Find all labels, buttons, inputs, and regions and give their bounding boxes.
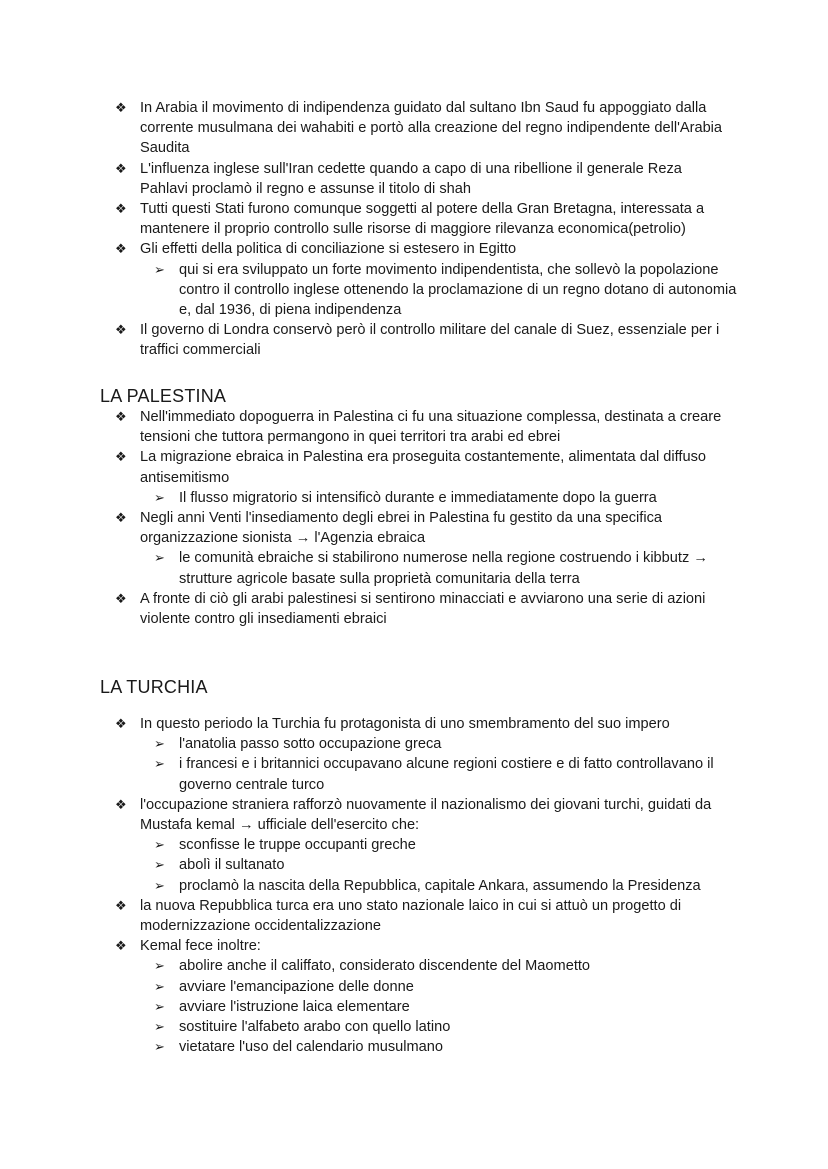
diamond-bullet-icon: ❖ xyxy=(115,201,127,217)
arrow-bullet-icon: ➢ xyxy=(154,877,165,893)
arrow-bullet-icon: ➢ xyxy=(154,978,165,994)
diamond-bullet-icon: ❖ xyxy=(115,510,127,526)
diamond-bullet-icon: ❖ xyxy=(115,241,127,257)
diamond-bullet-icon: ❖ xyxy=(115,449,127,465)
list-item: ❖ la nuova Repubblica turca era uno stato nazionale laico in cui si attuò un progetto di modernizzazione occidentalizzazione xyxy=(115,897,682,935)
arrow-bullet-icon: ➢ xyxy=(154,1019,165,1035)
diamond-bullet-icon: ❖ xyxy=(115,897,127,913)
diamond-bullet-icon: ❖ xyxy=(115,160,127,176)
list-item: ❖ Nell'immediato dopoguerra in Palestina ci fu una situazione complessa, destinata a creare tensioni che tuttora permangono in quei territori tra arabi ed ebrei xyxy=(115,409,722,446)
diamond-bullet-icon: ❖ xyxy=(115,322,127,338)
diamond-bullet-icon: ❖ xyxy=(115,590,127,606)
sub-list-item: ➢ Il flusso migratorio si intensificò durante e immediatamente dopo la guerra xyxy=(0,488,739,508)
sub-list-item: ➢ avviare l'emancipazione delle donne xyxy=(0,977,739,997)
list-item: ❖ Il governo di Londra conservò però il controllo militare del canale di Suez, essenziale per i traffici commerciali xyxy=(115,322,720,359)
sub-list-item: ➢ proclamò la nascita della Repubblica, capitale Ankara, assumendo la Presidenza xyxy=(0,876,759,896)
intro-list xyxy=(0,98,828,361)
arrow-bullet-icon: ➢ xyxy=(154,857,165,873)
arrow-bullet-icon: ➢ xyxy=(154,550,165,566)
list-item: ❖ Kemal fece inoltre: xyxy=(0,936,730,956)
list-item: ❖ A fronte di ciò gli arabi palestinesi si sentirono minacciati e avviarono una serie di azioni violente contro gli insediamenti ebraici xyxy=(115,590,706,628)
sub-list-item: ➢ avviare l'istruzione laica elementare xyxy=(0,997,739,1017)
diamond-bullet-icon: ❖ xyxy=(115,100,127,115)
sub-list-item: ➢ sconfisse le truppe occupanti greche xyxy=(0,835,739,855)
arrow-bullet-icon: ➢ xyxy=(154,958,165,974)
arrow-bullet-icon: ➢ xyxy=(154,736,165,752)
list-item: ❖ In Arabia il movimento di indipendenza guidato dal sultano Ibn Saud fu appoggiato dalla corrente musulmana dei wahabiti e portò alla creazione del regno indipendente dell'Arabia Saudita xyxy=(115,100,723,157)
list-item: ❖ Gli effetti della politica di conciliazione si estesero in Egitto xyxy=(0,239,730,259)
palestina-list xyxy=(0,407,828,629)
sub-list-item: ➢ abolì il sultanato xyxy=(0,855,739,875)
arrow-bullet-icon: ➢ xyxy=(154,998,165,1014)
list-item: ❖ La migrazione ebraica in Palestina era proseguita costantemente, alimentata dal diffuso antisemitismo xyxy=(115,449,706,486)
section-heading-palestina: LA PALESTINA xyxy=(100,386,227,406)
arrow-bullet-icon: ➢ xyxy=(154,756,165,772)
arrow-bullet-icon: ➢ xyxy=(154,1039,165,1055)
arrow-bullet-icon: ➢ xyxy=(154,261,165,277)
sub-list-item: ➢ qui si era sviluppato un forte movimento indipendentista, che sollevò la popolazione contro il controllo inglese ottenendo la proclamazione di un regno dotano di autonomia e, dal 1936, di piena indipendenza xyxy=(154,261,737,319)
list-item: ❖ Negli anni Venti l'insediamento degli ebrei in Palestina fu gestito da una specifica organizzazione sionista → l'Agenzia ebraica xyxy=(115,510,663,547)
sub-list-item: ➢ le comunità ebraiche si stabilirono numerose nella regione costruendo i kibbutz → strutture agricole basate sulla proprietà comunitaria della terra xyxy=(154,550,708,587)
section-heading-turchia: LA TURCHIA xyxy=(100,677,208,697)
list-item: ❖ L'influenza inglese sull'Iran cedette quando a capo di una ribellione il generale Reza Pahlavi proclamò il regno e assunse il titolo di shah xyxy=(115,160,682,197)
diamond-bullet-icon: ❖ xyxy=(115,409,127,424)
diamond-bullet-icon: ❖ xyxy=(115,716,127,731)
diamond-bullet-icon: ❖ xyxy=(115,796,127,812)
list-item: ❖ Tutti questi Stati furono comunque soggetti al potere della Gran Bretagna, interessata a mantenere il proprio controllo sulle risorse di maggiore rilevanza economica(petrolio) xyxy=(115,201,705,238)
sub-list-item: ➢ abolire anche il califfato, considerato discendente del Maometto xyxy=(0,956,739,976)
diamond-bullet-icon: ❖ xyxy=(115,938,127,954)
sub-list-item: ➢ l'anatolia passo sotto occupazione greca xyxy=(0,734,739,754)
sub-list-item: ➢ i francesi e i britannici occupavano alcune regioni costiere e di fatto controllavano il governo centrale turco xyxy=(154,756,714,793)
sub-list-item: ➢ sostituire l'alfabeto arabo con quello latino xyxy=(0,1017,739,1037)
list-item: ❖ In questo periodo la Turchia fu protagonista di uno smembramento del suo impero xyxy=(0,714,730,734)
sub-list-item: ➢ vietatare l'uso del calendario musulmano xyxy=(0,1037,739,1057)
turchia-list xyxy=(0,714,828,1057)
arrow-bullet-icon: ➢ xyxy=(154,489,165,505)
arrow-bullet-icon: ➢ xyxy=(154,837,165,853)
list-item: ❖ l'occupazione straniera rafforzò nuovamente il nazionalismo dei giovani turchi, guidati da Mustafa kemal → ufficiale dell'esercito che: xyxy=(115,796,712,834)
